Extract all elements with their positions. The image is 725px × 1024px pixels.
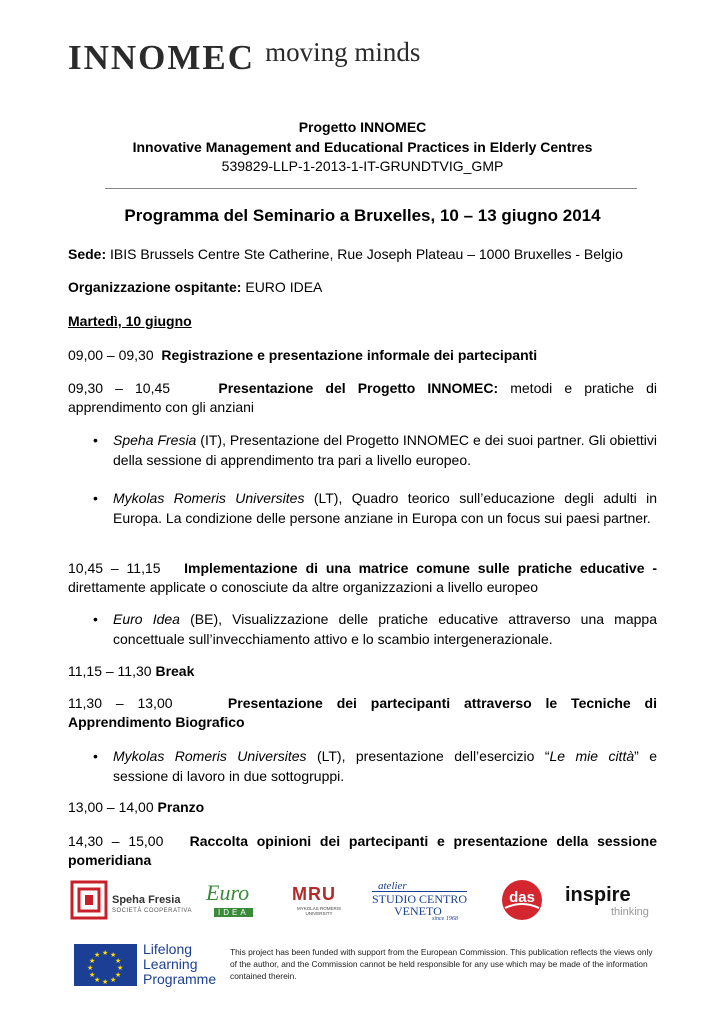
venue-label: Sede: [68, 246, 107, 262]
session-title: Implementazione di una matrice comune sulle pratiche educative - [184, 560, 657, 576]
speha-fresia-logo [70, 880, 200, 922]
venue-value: IBIS Brussels Centre Ste Catherine, Rue Joseph Plateau – 1000 Bruxelles - Belgio [106, 246, 623, 262]
session-3-line2: direttamente applicate o conosciute da altre organizzazioni a livello europeo [68, 579, 539, 595]
exercise-name: Le mie città [549, 748, 635, 764]
session-time: 13,00 – 14,00 [68, 799, 154, 815]
session-time: 09,30 – 10,45 [68, 380, 171, 396]
session-6 [68, 797, 657, 817]
funding-disclaimer: This project has been funded with support from the European Commission. This publication reflects the views only of the author, and the Commission cannot be held responsible for any use which may be made of the information contained therein. [230, 947, 653, 981]
bullet-icon: • [93, 611, 98, 627]
llp-logo [143, 942, 216, 987]
studio-top: atelier [378, 880, 407, 892]
session-title: Presentazione dei partecipanti attraverso le Tecniche di [227, 695, 657, 711]
session-title: Registrazione e presentazione informale dei partecipanti [161, 347, 538, 363]
bullet-item [113, 609, 657, 649]
session-time: 10,45 – 11,15 [68, 560, 161, 576]
studio-line2: VENETO [394, 904, 442, 918]
eu-flag-icon: ★ ★ ★ ★ ★ ★ ★ ★ ★ ★ ★ ★ [74, 944, 137, 986]
session-title: Presentazione del Progetto INNOMEC: [218, 380, 499, 396]
session-5-line2 [68, 712, 657, 732]
mru-logo [288, 884, 348, 924]
session-desc: metodi e pratiche di [498, 380, 657, 396]
project-name: Progetto INNOMEC [298, 119, 427, 135]
partner-name: Euro Idea [113, 611, 180, 627]
speha-name: Speha Fresia [112, 894, 181, 906]
bullet-icon: • [93, 748, 98, 764]
brand-name: INNOMEC [68, 38, 256, 77]
partner-name: Mykolas Romeris Universites [113, 490, 305, 506]
session-title: Pranzo [157, 799, 205, 815]
page-title: Programma del Seminario a Bruxelles, 10 – 13 giugno 2014 [124, 206, 601, 225]
session-2-line2: apprendimento con gli anziani [68, 399, 255, 415]
innomec-logo [68, 38, 420, 78]
partner-name: Mykolas Romeris Universites [113, 748, 307, 764]
session-time: 14,30 – 15,00 [68, 833, 164, 849]
euro-idea-sub: IDEA [214, 908, 253, 917]
venue-line [68, 244, 657, 264]
host-label: Organizzazione ospitante: [68, 279, 242, 295]
project-full-name: Innovative Management and Educational Practices in Elderly Centres [132, 139, 593, 155]
bullet-text: (LT), Quadro teorico sull’educazione degli adulti in Europa. La condizione delle persone anziane in Europa con un focus sui paesi partner. [113, 490, 658, 526]
session-title-cont: pomeridiana [68, 852, 152, 868]
das-name: das [509, 889, 535, 906]
bullet-icon: • [93, 490, 98, 506]
session-4 [68, 661, 657, 681]
bullet-item [113, 488, 657, 528]
studio-centro-veneto-logo [372, 880, 467, 924]
speha-mark-icon [70, 880, 108, 920]
session-7 [68, 831, 657, 851]
bullet-item [113, 430, 657, 470]
mru-name: MRU [292, 884, 336, 904]
bullet-text: (BE), Visualizzazione delle pratiche educative attraverso una mappa concettuale sull’invecchiamento attivo e lo scambio intergenerazionale. [113, 611, 657, 647]
speha-sub: SOCIETÀ COOPERATIVA [112, 908, 192, 914]
session-7-line2 [68, 850, 657, 870]
studio-since: since 1968 [432, 916, 458, 922]
llp-line3: Programme [143, 971, 217, 987]
session-title: Raccolta opinioni dei partecipanti e presentazione della sessione [189, 833, 658, 849]
session-3 [68, 558, 657, 578]
llp-line1: Lifelong [143, 941, 193, 957]
day-heading [68, 311, 657, 331]
host-value: EURO IDEA [241, 279, 323, 295]
bullet-text-end: ” e sessione di lavoro in due sottogruppi. [113, 748, 657, 784]
session-2 [68, 378, 657, 398]
host-line [68, 277, 657, 297]
session-time: 11,15 – 11,30 [68, 663, 152, 679]
bullet-icon: • [93, 432, 98, 448]
inspire-sub: thinking [611, 906, 649, 918]
inspire-name: inspire [565, 884, 631, 906]
llp-line2: Learning [143, 956, 198, 972]
brand-tagline: moving minds [265, 37, 421, 67]
partner-name: Speha Fresia [113, 432, 197, 448]
session-time: 11,30 – 13,00 [68, 695, 173, 711]
das-logo [499, 878, 545, 922]
day-label: Martedì, 10 giugno [68, 313, 192, 329]
session-5 [68, 693, 657, 713]
session-title-cont: Apprendimento Biografico [68, 714, 245, 730]
session-1 [68, 345, 657, 365]
bullet-text: (IT), Presentazione del Progetto INNOMEC e dei suoi partner. Gli obiettivi della sessione di apprendimento tra pari a livello europeo. [113, 432, 657, 468]
bullet-item [113, 746, 657, 786]
bullet-text: (LT), presentazione dell’esercizio “ [306, 748, 550, 764]
euro-idea-logo [200, 880, 270, 922]
studio-line1: STUDIO CENTRO [372, 892, 467, 906]
project-code: 539829-LLP-1-2013-1-IT-GRUNDTVIG_GMP [221, 158, 504, 174]
mru-sub: MYKOLAS ROMERIS UNIVERSITY [296, 906, 341, 916]
euro-idea-name: Euro [206, 880, 250, 905]
session-time: 09,00 – 09,30 [68, 347, 154, 363]
inspire-logo [565, 884, 647, 924]
header-divider [105, 188, 637, 189]
session-title: Break [155, 663, 195, 679]
